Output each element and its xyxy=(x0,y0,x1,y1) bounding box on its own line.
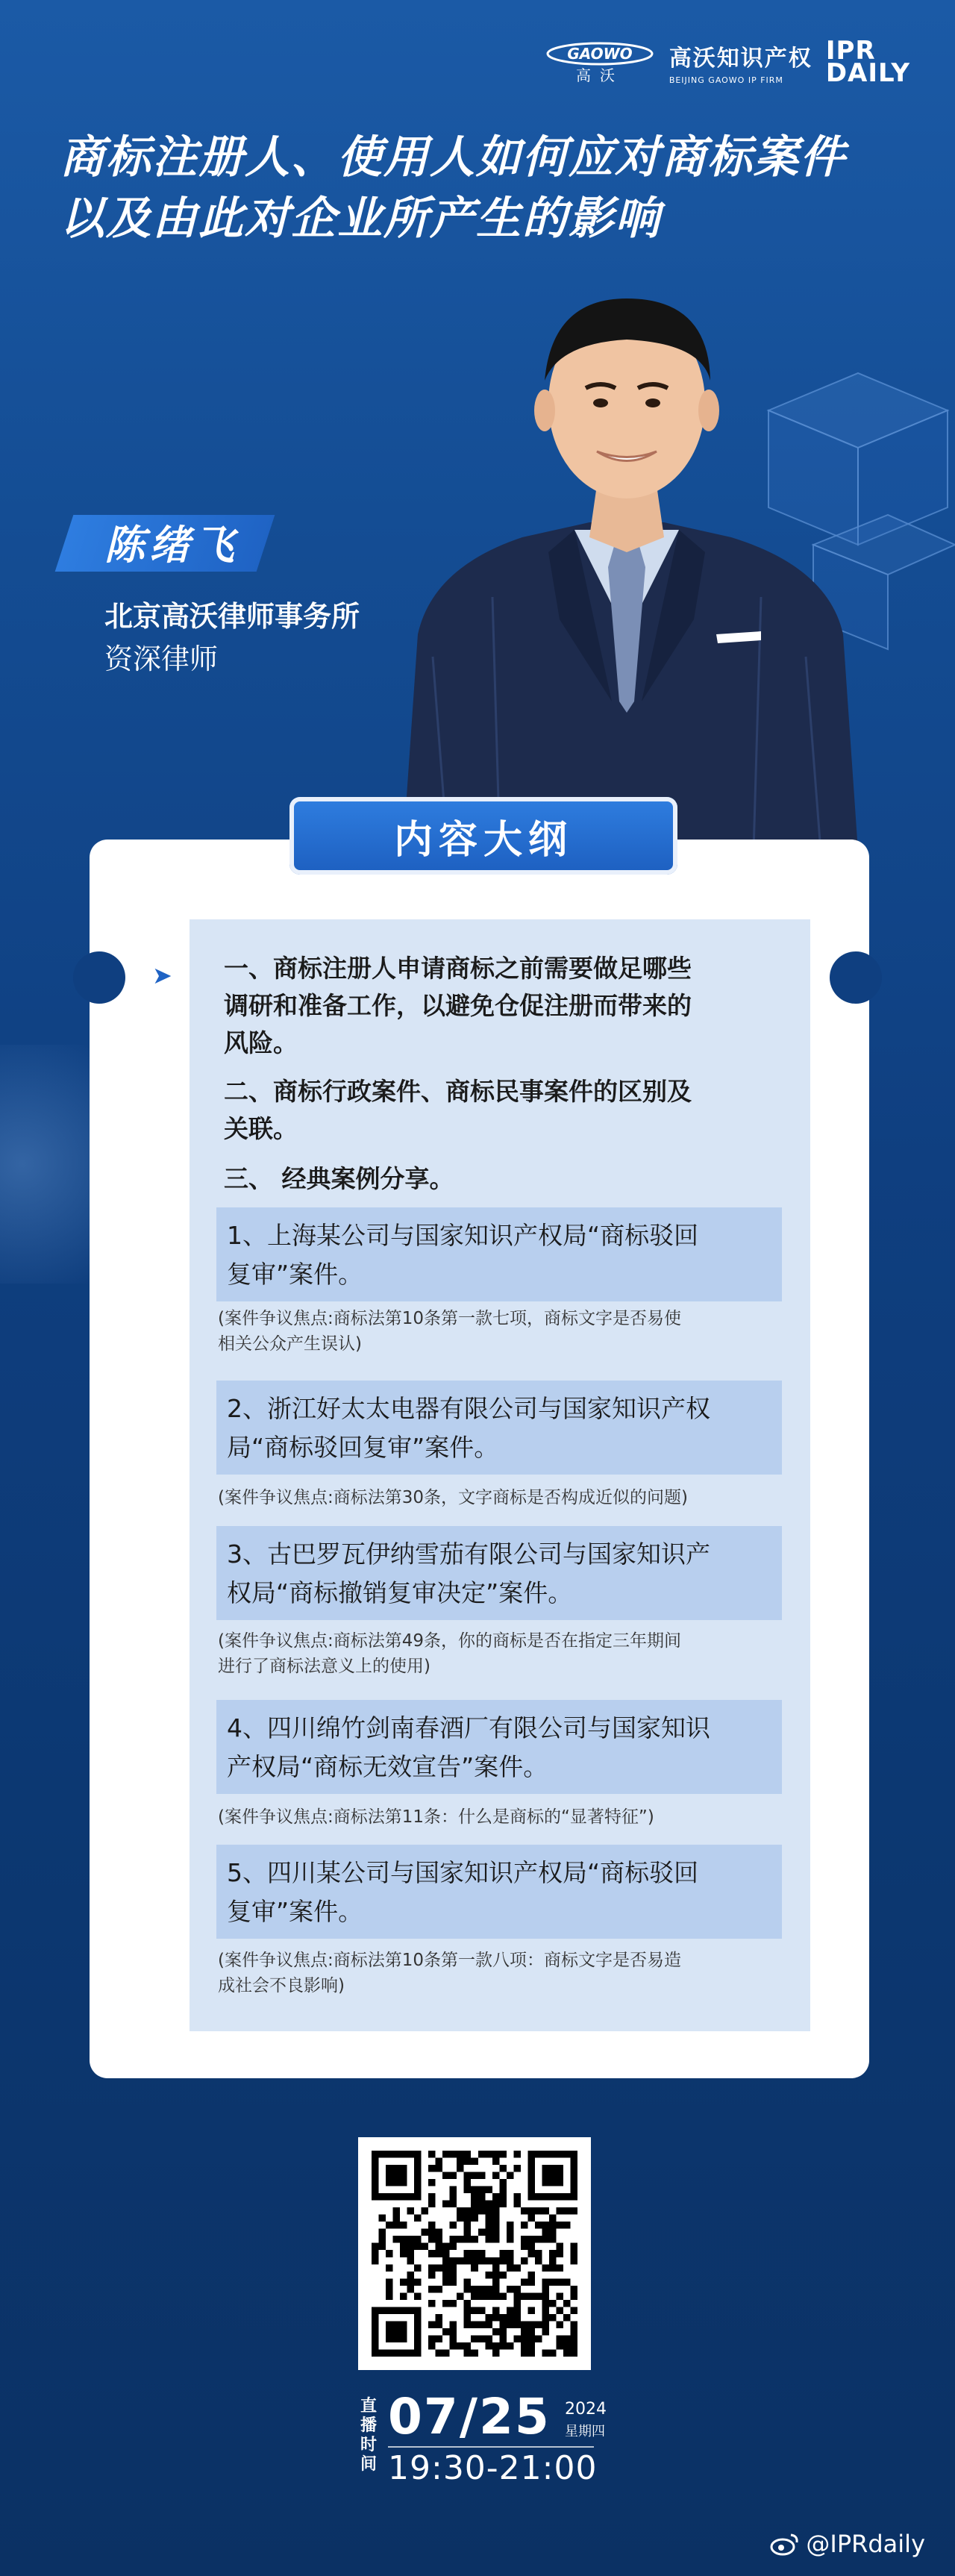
logo-cn-text: 高沃 xyxy=(575,66,624,84)
qr-code[interactable] xyxy=(358,2137,591,2370)
gaowo-logo-icon xyxy=(544,39,656,85)
weibo-watermark xyxy=(770,2530,925,2558)
case-4-note-line1: (案件争议焦点:商标法第11条：什么是商标的“显著特征”) xyxy=(218,1807,654,1827)
card-notch-right xyxy=(830,951,882,1004)
title-line2: 以及由此对企业所产生的影响 xyxy=(60,193,661,245)
outline-item-1-line2: 调研和准备工作，以避免仓促注册而带来的 xyxy=(224,991,692,1020)
live-weekday: 星期四 xyxy=(565,2424,605,2439)
case-1-line2: 复审”案件。 xyxy=(227,1260,363,1289)
arrow-right-icon: ➤ xyxy=(152,961,172,990)
case-1-note-line2: 相关公众产生误认) xyxy=(218,1334,362,1354)
speaker-portrait xyxy=(388,284,865,851)
live-year: 2024 xyxy=(565,2400,607,2419)
case-5-note-line2: 成社会不良影响) xyxy=(218,1976,345,1995)
case-3 xyxy=(216,1526,782,1620)
case-3-note-line1: (案件争议焦点:商标法第49条，你的商标是否在指定三年期间 xyxy=(218,1631,681,1651)
case-5 xyxy=(216,1845,782,1939)
case-2 xyxy=(216,1381,782,1475)
title-line1: 商标注册人、使用人如何应对商标案件 xyxy=(60,131,846,184)
outline-item-1-line1: 一、商标注册人申请商标之前需要做足哪些 xyxy=(224,954,692,983)
date-divider xyxy=(388,2446,594,2448)
live-label-char-4: 间 xyxy=(360,2455,377,2474)
live-label-char-3: 时 xyxy=(360,2436,377,2454)
outline-item-2-line2: 关联。 xyxy=(224,1114,298,1143)
logo-en-text: GAOWO xyxy=(567,45,633,63)
speaker-role: 资深律师 xyxy=(104,643,219,675)
brand-text xyxy=(669,40,812,85)
page-title xyxy=(60,127,918,249)
case-1-line1: 1、上海某公司与国家知识产权局“商标驳回 xyxy=(227,1221,699,1250)
case-4-line1: 4、四川绵竹剑南春酒厂有限公司与国家知识 xyxy=(227,1713,710,1742)
speaker-name: 陈绪飞 xyxy=(104,522,239,569)
case-1-note-line1: (案件争议焦点:商标法第10条第一款七项，商标文字是否易使 xyxy=(218,1309,681,1328)
live-time: 19:30-21:00 xyxy=(388,2449,598,2487)
case-5-note xyxy=(218,1948,792,1998)
case-1-note xyxy=(218,1306,792,1357)
case-2-line2: 局“商标驳回复审”案件。 xyxy=(227,1433,499,1462)
brand-en: BEIJING GAOWO IP FIRM xyxy=(668,75,783,85)
case-5-note-line1: (案件争议焦点:商标法第10条第一款八项：商标文字是否易造 xyxy=(218,1951,681,1970)
outline-item-1-line3: 风险。 xyxy=(224,1028,298,1057)
iprdaily-logo xyxy=(825,36,910,88)
case-4-line2: 产权局“商标无效宣告”案件。 xyxy=(227,1752,548,1781)
ipr-line2: DAILY xyxy=(825,58,910,88)
case-3-note-line2: 进行了商标法意义上的使用) xyxy=(218,1657,430,1676)
brand-cn: 高沃知识产权 xyxy=(668,45,812,72)
live-time-label xyxy=(358,2397,379,2475)
qr-code-icon xyxy=(372,2151,577,2357)
case-5-line1: 5、四川某公司与国家知识产权局“商标驳回 xyxy=(227,1858,699,1887)
case-2-line1: 2、浙江好太太电器有限公司与国家知识产权 xyxy=(227,1394,710,1423)
case-3-line2: 权局“商标撤销复审决定”案件。 xyxy=(227,1578,573,1607)
ipr-line1: IPR xyxy=(825,36,876,66)
outline-item-2-line1: 二、商标行政案件、商标民事案件的区别及 xyxy=(224,1077,692,1106)
case-1 xyxy=(216,1207,782,1301)
case-2-note-line1: (案件争议焦点:商标法第30条，文字商标是否构成近似的问题) xyxy=(218,1488,688,1507)
case-5-line2: 复审”案件。 xyxy=(227,1897,363,1926)
live-label-char-1: 直 xyxy=(360,2397,377,2416)
outline-tab: 内容大纲 xyxy=(289,797,677,875)
case-4-note xyxy=(218,1804,792,1830)
weibo-icon xyxy=(770,2532,800,2556)
case-3-line1: 3、古巴罗瓦伊纳雪茄有限公司与国家知识产 xyxy=(227,1539,710,1569)
outline-item-3: 三、 经典案例分享。 xyxy=(224,1164,454,1193)
speaker-firm: 北京高沃律师事务所 xyxy=(104,600,360,633)
live-label-char-2: 播 xyxy=(360,2416,377,2435)
brand-header xyxy=(544,36,910,88)
card-notch-left xyxy=(73,951,125,1004)
watermark-text: @IPRdaily xyxy=(806,2530,925,2558)
case-2-note xyxy=(218,1485,792,1510)
live-date: 07/25 xyxy=(388,2388,551,2445)
case-4 xyxy=(216,1700,782,1794)
case-3-note xyxy=(218,1628,792,1679)
